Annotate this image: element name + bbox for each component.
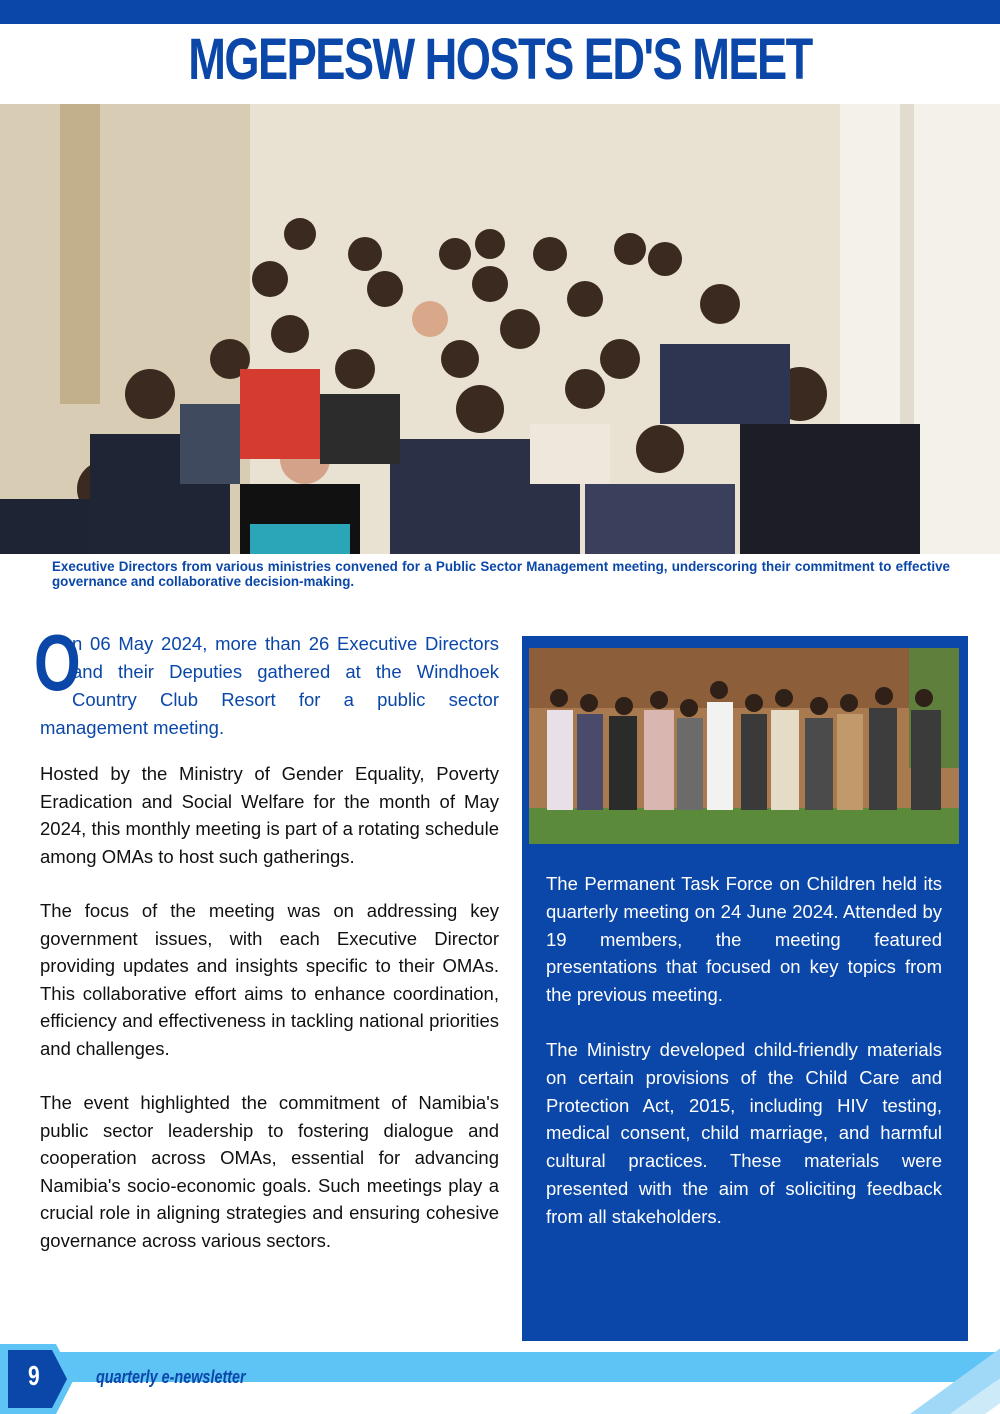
article-paragraph-1: Hosted by the Ministry of Gender Equality, Poverty Eradication and Social Welfare for the month of May 2024, this monthly meeting is part of a rotating schedule among OMAs to host such gatherings. (40, 763, 499, 867)
sidebar-text (546, 870, 942, 1231)
sidebar-photo-illustration (529, 648, 959, 844)
sidebar-paragraph-1: The Permanent Task Force on Children held its quarterly meeting on 24 June 2024. Attended by 19 members, the meeting featured presentations that focused on key topics from the previous meeting. (546, 873, 942, 1006)
top-bar (0, 0, 1000, 24)
sidebar-photo (529, 648, 959, 844)
article-column (34, 618, 499, 1254)
newsletter-label: quarterly e-newsletter (96, 1367, 246, 1387)
photo-caption: Executive Directors from various ministries convened for a Public Sector Management meeting, underscoring their commitment to effective governance and collaborative decision-making. (52, 559, 950, 589)
sidebar-paragraph-2: The Ministry developed child-friendly materials on certain provisions of the Child Care and Protection Act, 2015, including HIV testing, medical consent, child marriage, and harmful cultural practices. These materials were presented with the aim of soliciting feedback from all stakeholders. (546, 1038, 942, 1227)
article-paragraph-2: The focus of the meeting was on addressing key government issues, with each Executive Director providing updates and insights specific to their OMAs. This collaborative effort aims to enhance coordination, efficiency and effectiveness in tackling national priorities and challenges. (40, 900, 499, 1059)
hero-photo (0, 104, 1000, 554)
page-number: 9 (28, 1360, 40, 1391)
article-paragraph-3: The event highlighted the commitment of Namibia's public sector leadership to fostering dialogue and cooperation across OMAs, essential for advancing Namibia's socio-economic goals. Such meetings play a crucial role in aligning strategies and ensuring cohesive governance across various sectors. (40, 1092, 499, 1251)
hero-photo-illustration (0, 104, 1000, 554)
intro-text: n 06 May 2024, more than 26 Executive Directors and their Deputies gathered at the Windhoek Country Club Resort for a public sector management meeting. (40, 633, 499, 738)
drop-cap: O (34, 618, 81, 707)
article-intro (34, 618, 499, 742)
sidebar-box (522, 636, 968, 1341)
footer-diagonal-decoration (840, 1334, 1000, 1414)
page-title: MGEPESW HOSTS ED'S MEET (188, 27, 812, 92)
